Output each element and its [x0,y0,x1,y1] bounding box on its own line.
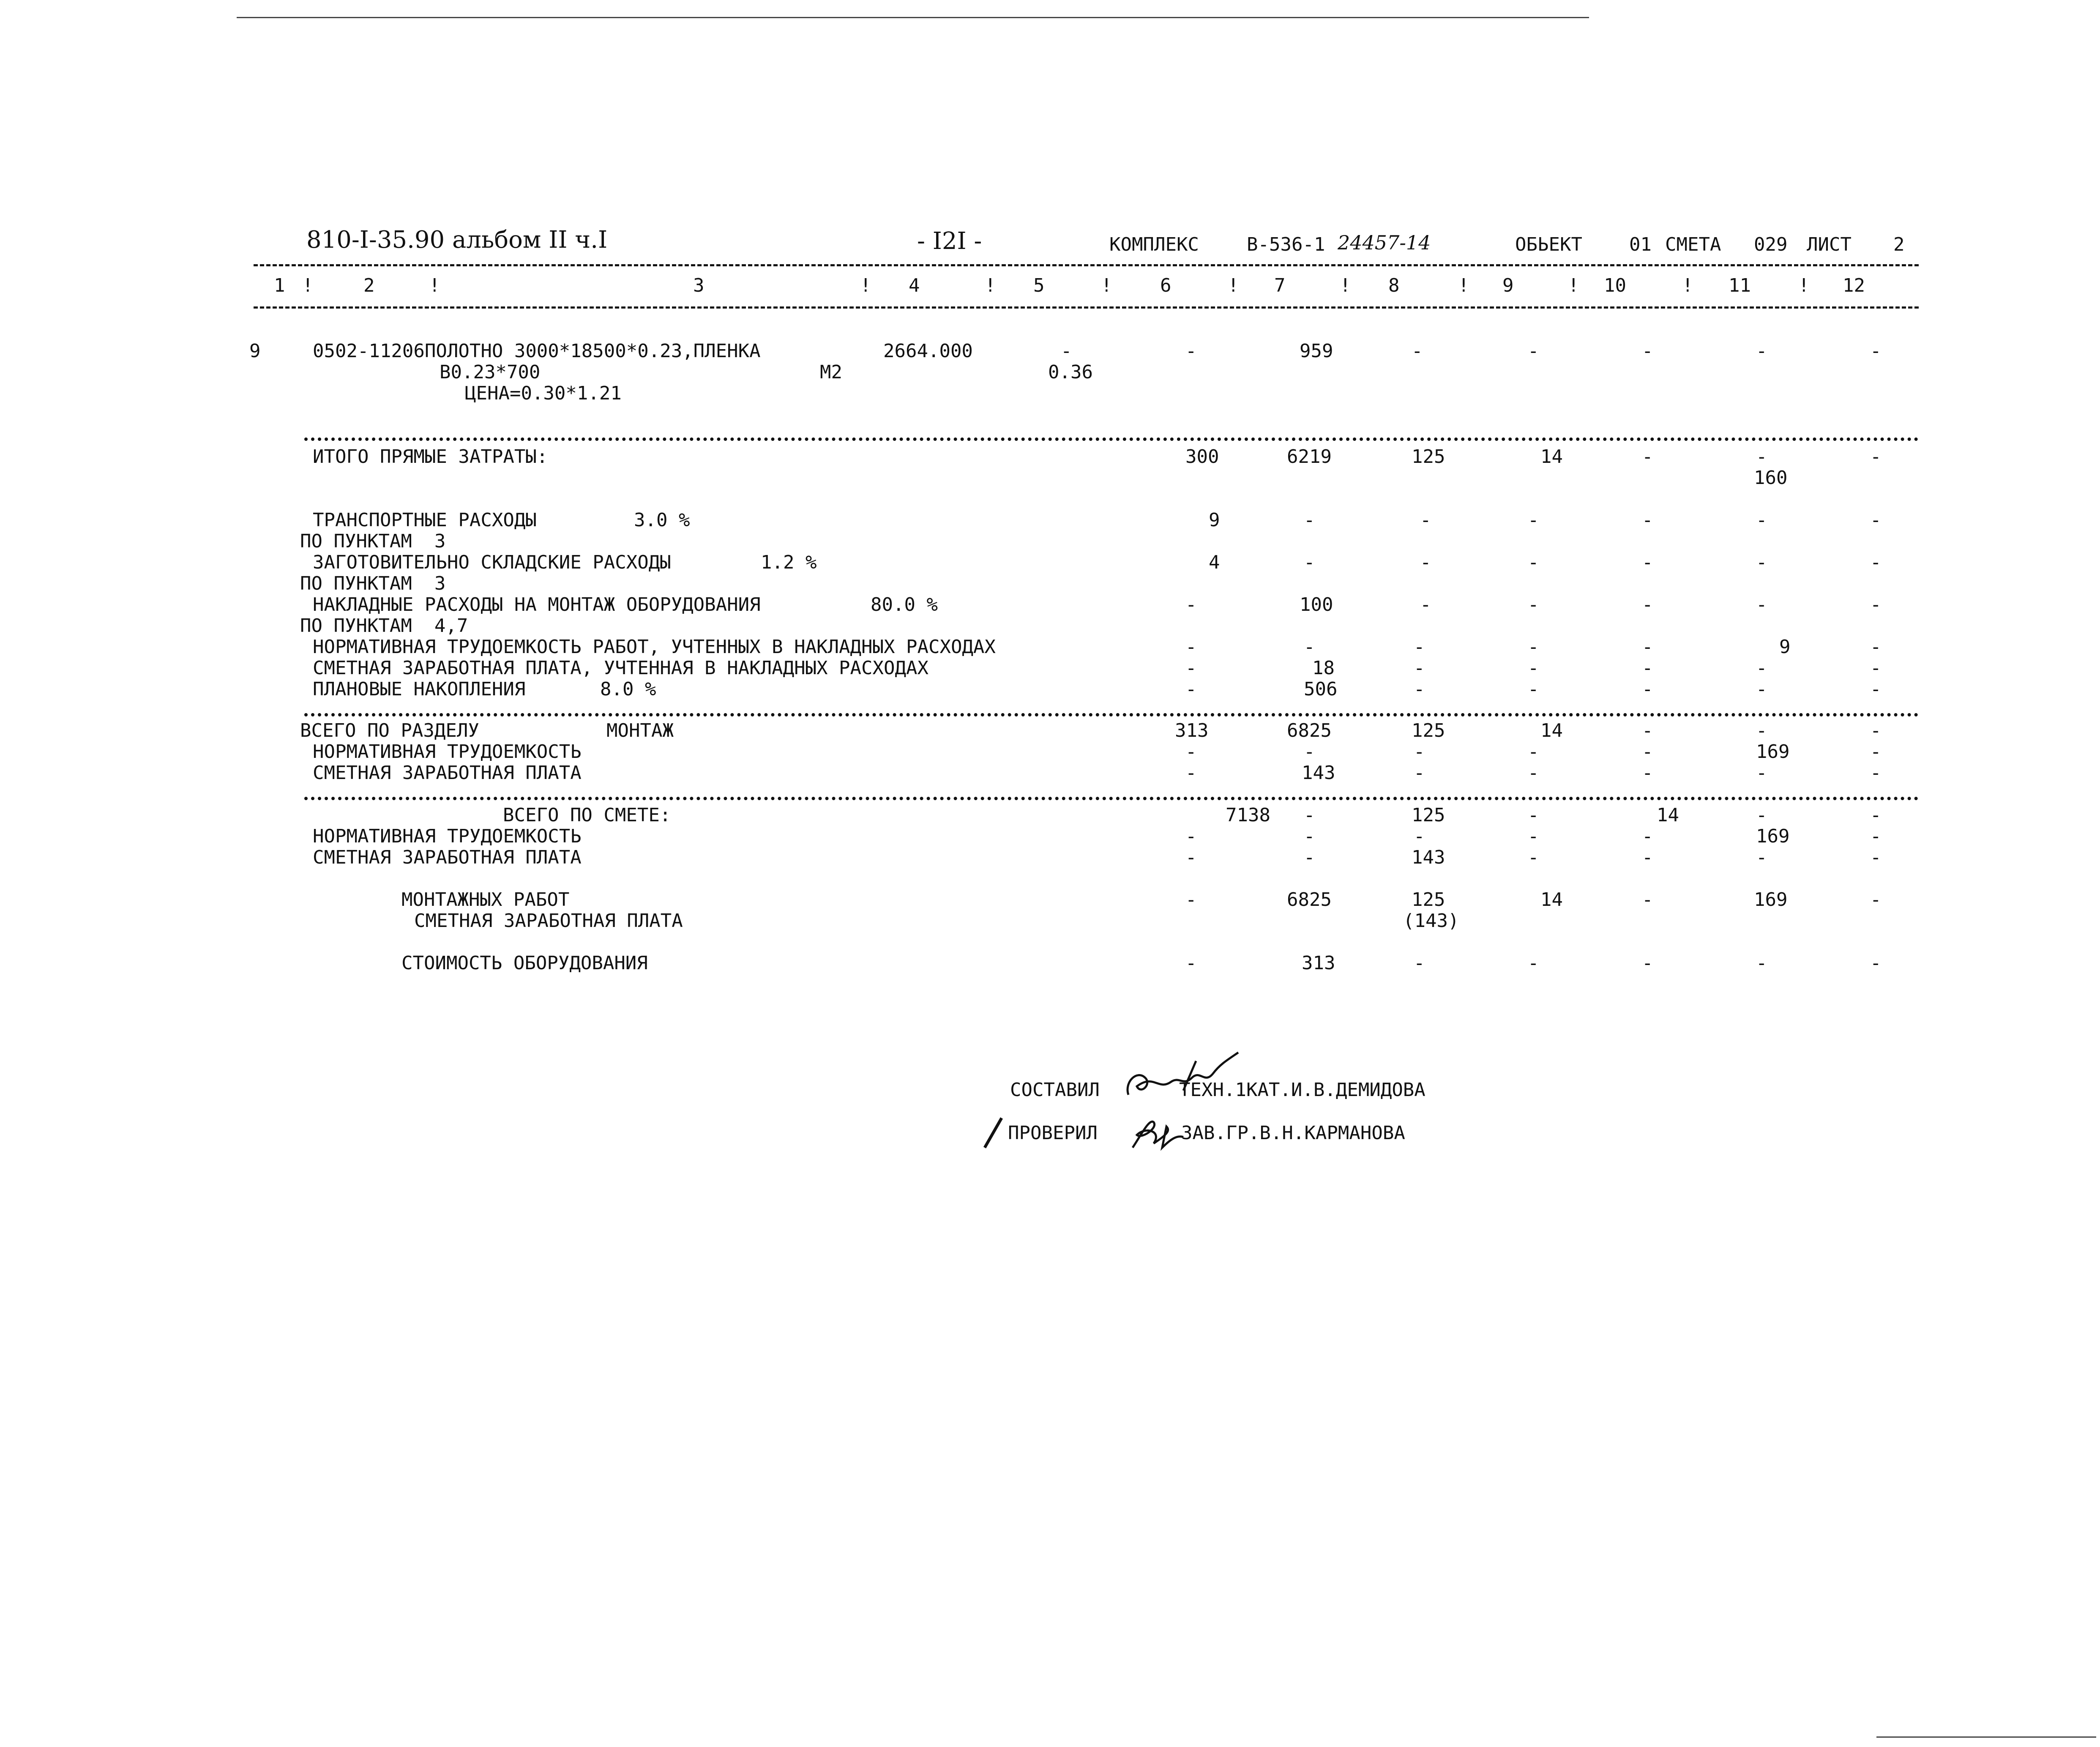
col-3: 3 [693,275,705,296]
col-sep: ! [1568,275,1579,296]
overhead-c10: - [1642,657,1653,679]
section-wage-c10: - [1642,762,1653,784]
section-norm-c9: - [1528,741,1539,763]
montage-c7: 6825 [1287,889,1332,910]
col-11: 11 [1729,275,1751,296]
overhead-c8: - [1414,678,1425,700]
equipment-c9: - [1528,952,1539,974]
header-rule-bottom [254,306,1919,309]
section-c12: - [1870,720,1882,741]
item-unit-price: 0.36 [1048,361,1093,383]
direct-c11-dash: - [1756,446,1767,468]
section-wage-c12: - [1870,762,1882,784]
overhead-label: НАКЛАДНЫЕ РАСХОДЫ НА МОНТАЖ ОБОРУДОВАНИЯ [313,594,761,615]
item-c6: - [1185,340,1197,362]
montage-c10: - [1642,889,1653,910]
compiled-by: ТЕХН.1КАТ.И.В.ДЕМИДОВА [1179,1079,1425,1101]
sheet-label: ЛИСТ [1807,234,1851,255]
overhead-c9: - [1528,552,1539,573]
smeta-number: 029 [1754,234,1788,255]
overhead-c8: - [1414,657,1425,679]
checked-signature [1124,1110,1188,1156]
col-8: 8 [1388,275,1400,296]
col-5: 5 [1033,275,1045,296]
header-rule-top [254,264,1919,266]
section-wage-c9: - [1528,762,1539,784]
overhead-c11: - [1756,678,1767,700]
montage-c12: - [1870,889,1882,910]
equipment-c10: - [1642,952,1653,974]
total-wage-c12: - [1870,847,1882,868]
overhead-c9: - [1528,657,1539,679]
col-sep: ! [302,275,314,296]
item-c10: - [1642,340,1653,362]
overhead-percent: 80.0 % [871,594,938,615]
overhead-percent: 1.2 % [761,552,817,573]
overhead-percent: 3.0 % [634,509,690,531]
overhead-c12: - [1870,636,1882,658]
overhead-c7: 18 [1312,657,1335,679]
section-wage-c6: - [1185,762,1197,784]
overhead-c9: - [1528,509,1539,531]
section-c11: - [1756,720,1767,741]
overhead-c8: - [1414,636,1425,658]
col-sep: ! [1682,275,1693,296]
section-c6: 313 [1175,720,1209,741]
total-c7: - [1304,804,1315,826]
overhead-label: СМЕТНАЯ ЗАРАБОТНАЯ ПЛАТА, УЧТЕННАЯ В НАКЛАДНЫХ РАСХОДАХ [313,657,928,679]
overhead-points: ПО ПУНКТАМ 4,7 [300,615,468,637]
page-number: - I2I - [917,227,982,255]
total-norm-c12: - [1870,826,1882,847]
montage-wage-value: (143) [1403,910,1459,932]
section-norm-c10: - [1642,741,1653,763]
col-sep: ! [429,275,440,296]
total-norm-c8: - [1414,826,1425,847]
dotted-divider [304,797,1919,800]
col-1: 1 [274,275,285,296]
col-sep: ! [1798,275,1810,296]
total-wage-c8: 143 [1412,847,1445,868]
section-c7: 6825 [1287,720,1332,741]
total-norm-c11: 169 [1756,826,1790,847]
montage-wage-label: СМЕТНАЯ ЗАРАБОТНАЯ ПЛАТА [414,910,683,932]
section-wage-label: СМЕТНАЯ ЗАРАБОТНАЯ ПЛАТА [313,762,582,784]
col-10: 10 [1604,275,1626,296]
montage-c11: 169 [1754,889,1788,910]
overhead-c10: - [1642,594,1653,615]
direct-c8: 125 [1412,446,1445,468]
section-c10: - [1642,720,1653,741]
direct-c7: 6219 [1287,446,1332,468]
overhead-c10: - [1642,509,1653,531]
overhead-c8: - [1420,594,1431,615]
section-c8: 125 [1412,720,1445,741]
section-wage-c7: 143 [1302,762,1335,784]
item-description: 0502-11206ПОЛОТНО 3000*18500*0.23,ПЛЕНКА [313,340,761,362]
grand-total-label: ВСЕГО ПО СМЕТЕ: [503,804,671,826]
section-norm-c12: - [1870,741,1882,763]
overhead-c9: - [1528,594,1539,615]
total-c11: - [1756,804,1767,826]
equipment-c12: - [1870,952,1882,974]
section-wage-c8: - [1414,762,1425,784]
checked-by: ЗАВ.ГР.В.Н.КАРМАНОВА [1181,1122,1405,1144]
total-norm-c7: - [1304,826,1315,847]
item-c5-dash: - [1061,340,1072,362]
overhead-c8: - [1420,552,1431,573]
overhead-c9: - [1528,678,1539,700]
section-norm-c6: - [1185,741,1197,763]
col-12: 12 [1843,275,1865,296]
equipment-c6: - [1185,952,1197,974]
col-sep: ! [985,275,996,296]
col-sep: ! [860,275,871,296]
total-norm-c9: - [1528,826,1539,847]
overhead-c9: - [1528,636,1539,658]
overhead-c8: - [1420,509,1431,531]
total-norm-c10: - [1642,826,1653,847]
section-wage-c11: - [1756,762,1767,784]
col-2: 2 [363,275,375,296]
item-c11: - [1756,340,1767,362]
scan-bottom-edge [1876,1736,2096,1738]
overhead-c12: - [1870,678,1882,700]
col-sep: ! [1228,275,1239,296]
total-wage-c6: - [1185,847,1197,868]
overhead-label: ТРАНСПОРТНЫЕ РАСХОДЫ [313,509,537,531]
montage-label: МОНТАЖНЫХ РАБОТ [401,889,570,910]
section-norm-label: НОРМАТИВНАЯ ТРУДОЕМКОСТЬ [313,741,582,763]
item-c8: - [1412,340,1423,362]
overhead-c7: 100 [1300,594,1333,615]
overhead-c11: - [1756,594,1767,615]
smeta-label: СМЕТА [1665,234,1721,255]
item-price-formula: ЦЕНА=0.30*1.21 [465,383,622,404]
item-c9: - [1528,340,1539,362]
overhead-label: ПЛАНОВЫЕ НАКОПЛЕНИЯ [313,678,526,700]
direct-c10: - [1642,446,1653,468]
overhead-c10: - [1642,552,1653,573]
overhead-c6: - [1185,594,1197,615]
overhead-c12: - [1870,509,1882,531]
direct-c6: 300 [1185,446,1219,468]
col-7: 7 [1274,275,1286,296]
overhead-percent: 8.0 % [600,678,656,700]
col-6: 6 [1160,275,1172,296]
overhead-c10: - [1642,636,1653,658]
complex-code: В-536-1 [1247,234,1325,255]
overhead-c12: - [1870,657,1882,679]
sheet-number: 2 [1893,234,1905,255]
overhead-c6: - [1185,678,1197,700]
dotted-divider [304,713,1919,716]
col-9: 9 [1502,275,1514,296]
col-sep: ! [1101,275,1112,296]
col-sep: ! [1458,275,1469,296]
item-unit: М2 [820,361,842,383]
montage-c8: 125 [1412,889,1445,910]
section-c9: 14 [1540,720,1563,741]
complex-label: КОМПЛЕКС [1109,234,1199,255]
total-wage-label: СМЕТНАЯ ЗАРАБОТНАЯ ПЛАТА [313,847,582,868]
slash-mark [980,1116,1006,1150]
overhead-c12: - [1870,594,1882,615]
overhead-c7: - [1304,636,1315,658]
overhead-c7: - [1304,509,1315,531]
object-label: ОБЬЕКТ [1515,234,1582,255]
overhead-c11: - [1756,509,1767,531]
overhead-c11: - [1756,657,1767,679]
scan-top-edge [237,17,1589,18]
section-name: МОНТАЖ [606,720,674,741]
direct-c11: 160 [1754,467,1788,489]
overhead-c12: - [1870,552,1882,573]
direct-c12: - [1870,446,1882,468]
direct-costs-label: ИТОГО ПРЯМЫЕ ЗАТРАТЫ: [313,446,548,468]
section-norm-c11: 169 [1756,741,1790,763]
object-number: 01 [1629,234,1652,255]
overhead-label: ЗАГОТОВИТЕЛЬНО СКЛАДСКИЕ РАСХОДЫ [313,552,671,573]
total-c12: - [1870,804,1882,826]
overhead-points: ПО ПУНКТАМ 3 [300,573,446,594]
overhead-c11: - [1756,552,1767,573]
total-c8: 125 [1412,804,1445,826]
total-wage-c7: - [1304,847,1315,868]
item-c12: - [1870,340,1882,362]
total-c9: - [1528,804,1539,826]
overhead-label: НОРМАТИВНАЯ ТРУДОЕМКОСТЬ РАБОТ, УЧТЕННЫХ В НАКЛАДНЫХ РАСХОДАХ [313,636,996,658]
total-norm-c6: - [1185,826,1197,847]
overhead-c6: 4 [1209,552,1220,573]
section-norm-c8: - [1414,741,1425,763]
equipment-c7: 313 [1302,952,1335,974]
total-norm-label: НОРМАТИВНАЯ ТРУДОЕМКОСТЬ [313,826,582,847]
section-total-label: ВСЕГО ПО РАЗДЕЛУ [300,720,479,741]
checked-label: ПРОВЕРИЛ [1008,1122,1098,1144]
overhead-c7: - [1304,552,1315,573]
total-c6: 7138 [1226,804,1270,826]
total-wage-c11: - [1756,847,1767,868]
col-4: 4 [909,275,920,296]
compiled-label: СОСТАВИЛ [1010,1079,1100,1101]
direct-c9: 14 [1540,446,1563,468]
overhead-c6: - [1185,636,1197,658]
montage-c6: - [1185,889,1197,910]
dotted-divider [304,437,1919,441]
overhead-c7: 506 [1304,678,1338,700]
item-description-2: В0.23*700 [440,361,541,383]
col-sep: ! [1340,275,1351,296]
montage-c9: 14 [1540,889,1563,910]
total-wage-c9: - [1528,847,1539,868]
equipment-label: СТОИМОСТЬ ОБОРУДОВАНИЯ [401,952,648,974]
overhead-c10: - [1642,678,1653,700]
equipment-c8: - [1414,952,1425,974]
total-wage-c10: - [1642,847,1653,868]
complex-handwritten: 24457-14 [1338,231,1431,254]
overhead-points: ПО ПУНКТАМ 3 [300,530,446,552]
item-number: 9 [249,340,261,362]
item-c7: 959 [1300,340,1333,362]
section-norm-c7: - [1304,741,1315,763]
overhead-c11: 9 [1779,636,1791,658]
album-title: 810-I-35.90 альбом II ч.I [306,226,608,254]
item-quantity: 2664.000 [883,340,973,362]
overhead-c6: - [1185,657,1197,679]
overhead-c6: 9 [1209,509,1220,531]
equipment-c11: - [1756,952,1767,974]
total-c10: 14 [1657,804,1679,826]
